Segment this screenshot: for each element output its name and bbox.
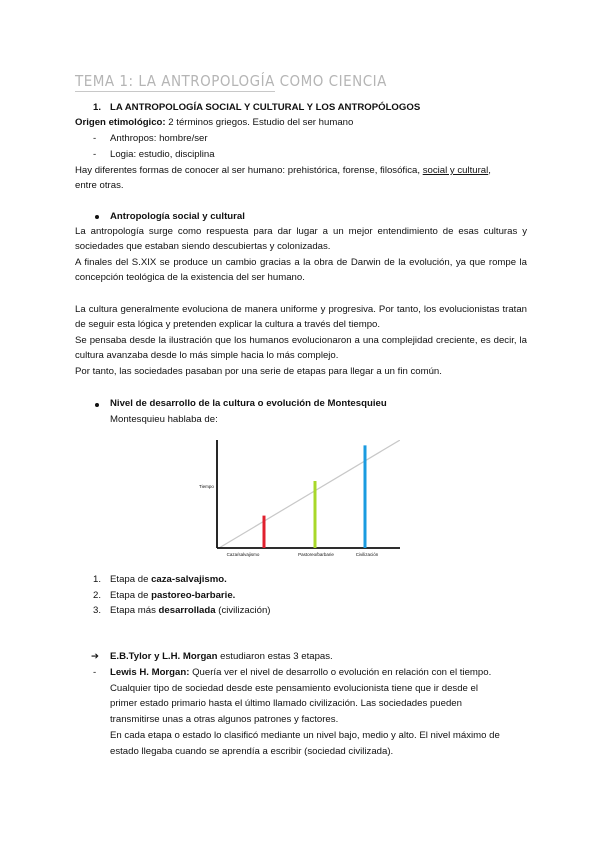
bullet-icon [95,403,99,407]
dash-bullet: - [93,667,97,678]
origin-text: 2 términos griegos. Estudio del ser humano [165,117,354,128]
bullet-icon [95,215,99,219]
authors-line [110,649,333,664]
paragraph: A finales del S.XIX se produce un cambio gracias a la obra de Darwin de la evolución, ya que rompe la concepción teológica de la existencia del ser humano. [75,257,527,283]
paragraph: La cultura generalmente evoluciona de manera uniforme y progresiva. Por tanto, los evolucionistas tratan de seguir esta lógica y pretenden explicar la cultura a través del tiempo. [75,304,527,330]
forms-line2: entre otras. [75,180,124,191]
stage-bold: caza-salvajismo. [151,574,227,585]
chart-tick-label: Caza/salvajismo [226,552,260,557]
stage-bold: desarrollada [158,605,216,616]
page-title: TEMA 1: LA ANTROPOLOGÍA COMO CIENCIA [75,72,387,90]
stage-prefix: Etapa de [110,590,152,601]
trend-line [219,440,400,548]
morgan-line [110,665,491,680]
section1-heading: LA ANTROPOLOGÍA SOCIAL Y CULTURAL Y LOS ANTROPÓLOGOS [110,102,421,113]
dash-bullet: - [93,133,97,144]
stage-suffix: (civilización) [215,605,271,616]
stage-bold: pastoreo-barbarie. [151,590,236,601]
paragraph: Por tanto, las sociedades pasaban por una serie de etapas para llegar a un fin común. [75,366,442,377]
morgan-detail: Cualquier tipo de sociedad desde este pensamiento evolucionista tiene que ir desde el [110,683,479,694]
dash-item: Anthropos: hombre/ser [110,133,208,144]
chart-tick-label: Pastoreo/barbarie [298,552,334,557]
chart-tick-label: Civilización [355,552,379,557]
dash-bullet: - [93,149,97,160]
y-axis-label: Tiempo [199,484,214,489]
forms-paragraph [75,163,530,178]
stage-number: 1. [93,574,102,585]
section3-heading: Nivel de desarrollo de la cultura o evolución de Montesquieu [110,398,387,409]
forms-end: , [488,165,491,176]
morgan-detail: primer estado primario hasta el último llamado civilización. Las sociedades pueden [110,698,462,709]
morgan-bold: Lewis H. Morgan: [110,667,190,678]
forms-text: Hay diferentes formas de conocer al ser humano: prehistórica, forense, filosófica, [75,165,421,176]
arrow-icon: ➔ [91,651,100,662]
paragraph: Se pensaba desde la ilustración que los humanos evolucionaron a una complejidad creciente, es decir, la cultura avanzaba desde lo más simple hacia lo más complejo. [75,335,527,361]
morgan-detail: En cada etapa o estado lo clasificó mediante un nivel bajo, medio y alto. El nivel máximo de [110,730,500,741]
title-underline [75,91,275,92]
morgan-detail: estado llegaba cuando se aprendía a escribir (sociedad civilizada). [110,746,394,757]
forms-underlined: social y cultural [422,165,489,176]
morgan-detail: transmitirse unas a otras algunos patrones y factores. [110,714,339,725]
origin-label: Origen etimológico: [75,117,166,128]
authors-rest: estudiaron estas 3 etapas. [217,651,333,662]
stage-prefix: Etapa de [110,574,152,585]
section2-heading: Antropología social y cultural [110,211,245,222]
origin-line [75,115,353,130]
morgan-text: Quería ver el nivel de desarrollo o evolución en relación con el tiempo. [189,667,492,678]
authors-bold: E.B.Tylor y L.H. Morgan [110,651,218,662]
stage-number: 3. [93,605,102,616]
stage-item [110,603,271,618]
stage-item [110,588,235,603]
stage-number: 2. [93,590,102,601]
stage-prefix: Etapa más [110,605,159,616]
dash-item: Logia: estudio, disciplina [110,149,215,160]
section1-number: 1. [93,102,102,113]
paragraph: La antropología surge como respuesta para dar lugar a un mejor entendimiento de esas culturas y sociedades que estaban siendo descubiertas y colonizadas. [75,226,527,252]
section3-intro: Montesquieu hablaba de: [110,414,218,425]
stage-item [110,572,227,587]
evolution-chart [195,440,400,562]
